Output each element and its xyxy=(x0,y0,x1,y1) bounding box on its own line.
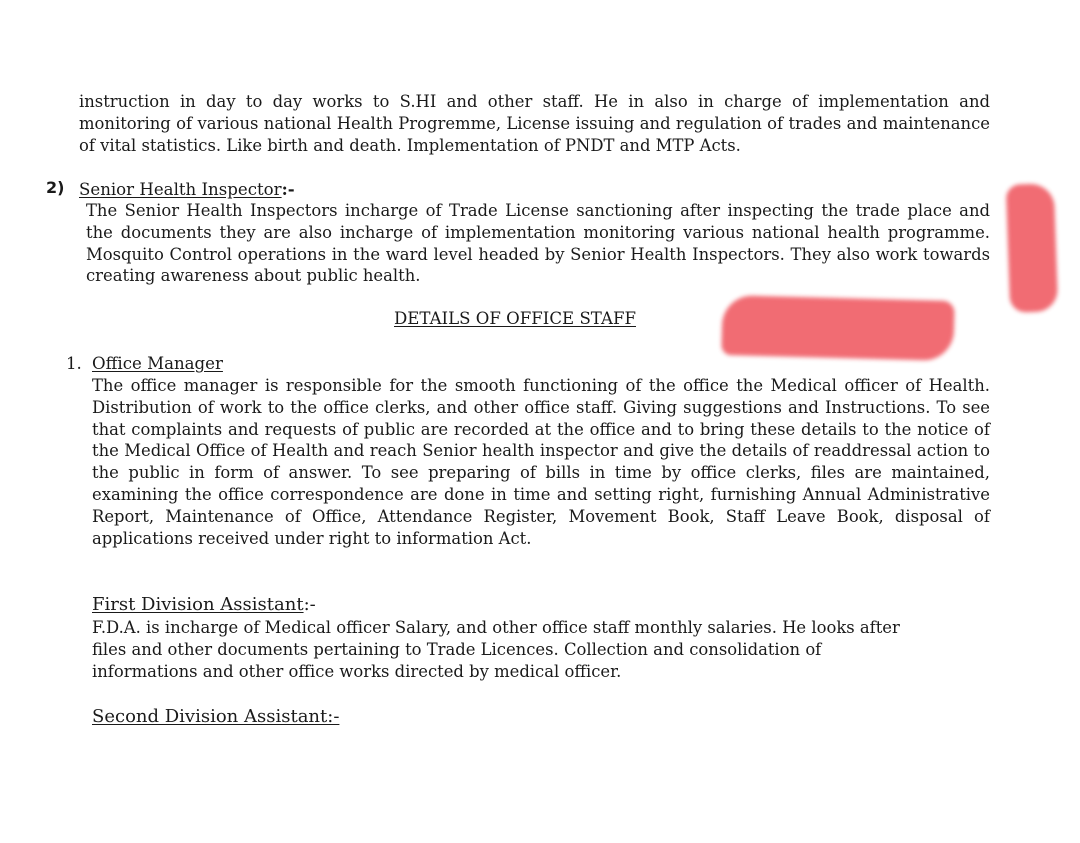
intro-paragraph: instruction in day to day works to S.HI and other staff. He in also in charge of implementation and monitoring of various national Health Progremme, License issuing and regulation of trades and maintenance of vital statistics. Like birth and death. Implementation of PNDT and MTP Acts. xyxy=(79,92,990,155)
shi-paragraph: The Senior Health Inspectors incharge of Trade License sanctioning after inspecting the trade place and the documents they are also incharge of implementation monitoring various national health programme. Mosquito Control operations in the ward level headed by Senior Health Inspectors. They also work towards creating awareness about public health. xyxy=(86,201,990,286)
red-highlight-mark-horizontal xyxy=(721,295,954,361)
shi-number: 2) xyxy=(46,178,65,197)
shi-title: Senior Health Inspector xyxy=(79,180,282,199)
office-manager-number: 1. xyxy=(66,354,82,373)
shi-heading xyxy=(79,178,295,201)
fda-title: First Division Assistant xyxy=(92,594,304,615)
sda-title: Second Division Assistant:- xyxy=(92,706,340,727)
office-manager-paragraph: The office manager is responsible for the smooth functioning of the office the Medical officer of Health. Distribution of work to the office clerks, and other office staff. Giving suggestions and Instructions. To see that complaints and requests of public are recorded at the office and to bring these details to the notice of the Medical Office of Health and reach Senior health inspector and give the details of readdressal action to the public in form of answer. To see preparing of bills in time by office clerks, files are maintained, examining the office correspondence are done in time and setting right, furnishing Annual Administrative Report, Maintenance of Office, Attendance Register, Movement Book, Staff Leave Book, disposal of applications received under right to information Act. xyxy=(92,376,990,548)
fda-heading xyxy=(92,594,316,616)
fda-line: F.D.A. is incharge of Medical officer Salary, and other office staff monthly salaries. He looks after xyxy=(92,618,900,637)
red-highlight-mark-vertical xyxy=(1006,183,1058,313)
section-title: DETAILS OF OFFICE STAFF xyxy=(394,309,636,328)
fda-line: informations and other office works directed by medical officer. xyxy=(92,661,622,681)
fda-line: files and other documents pertaining to Trade Licences. Collection and consolidation of xyxy=(92,639,822,659)
shi-title-suffix: :- xyxy=(281,179,295,199)
fda-title-suffix: :- xyxy=(303,594,316,615)
office-manager-title: Office Manager xyxy=(92,354,223,373)
fda-paragraph xyxy=(92,617,900,682)
